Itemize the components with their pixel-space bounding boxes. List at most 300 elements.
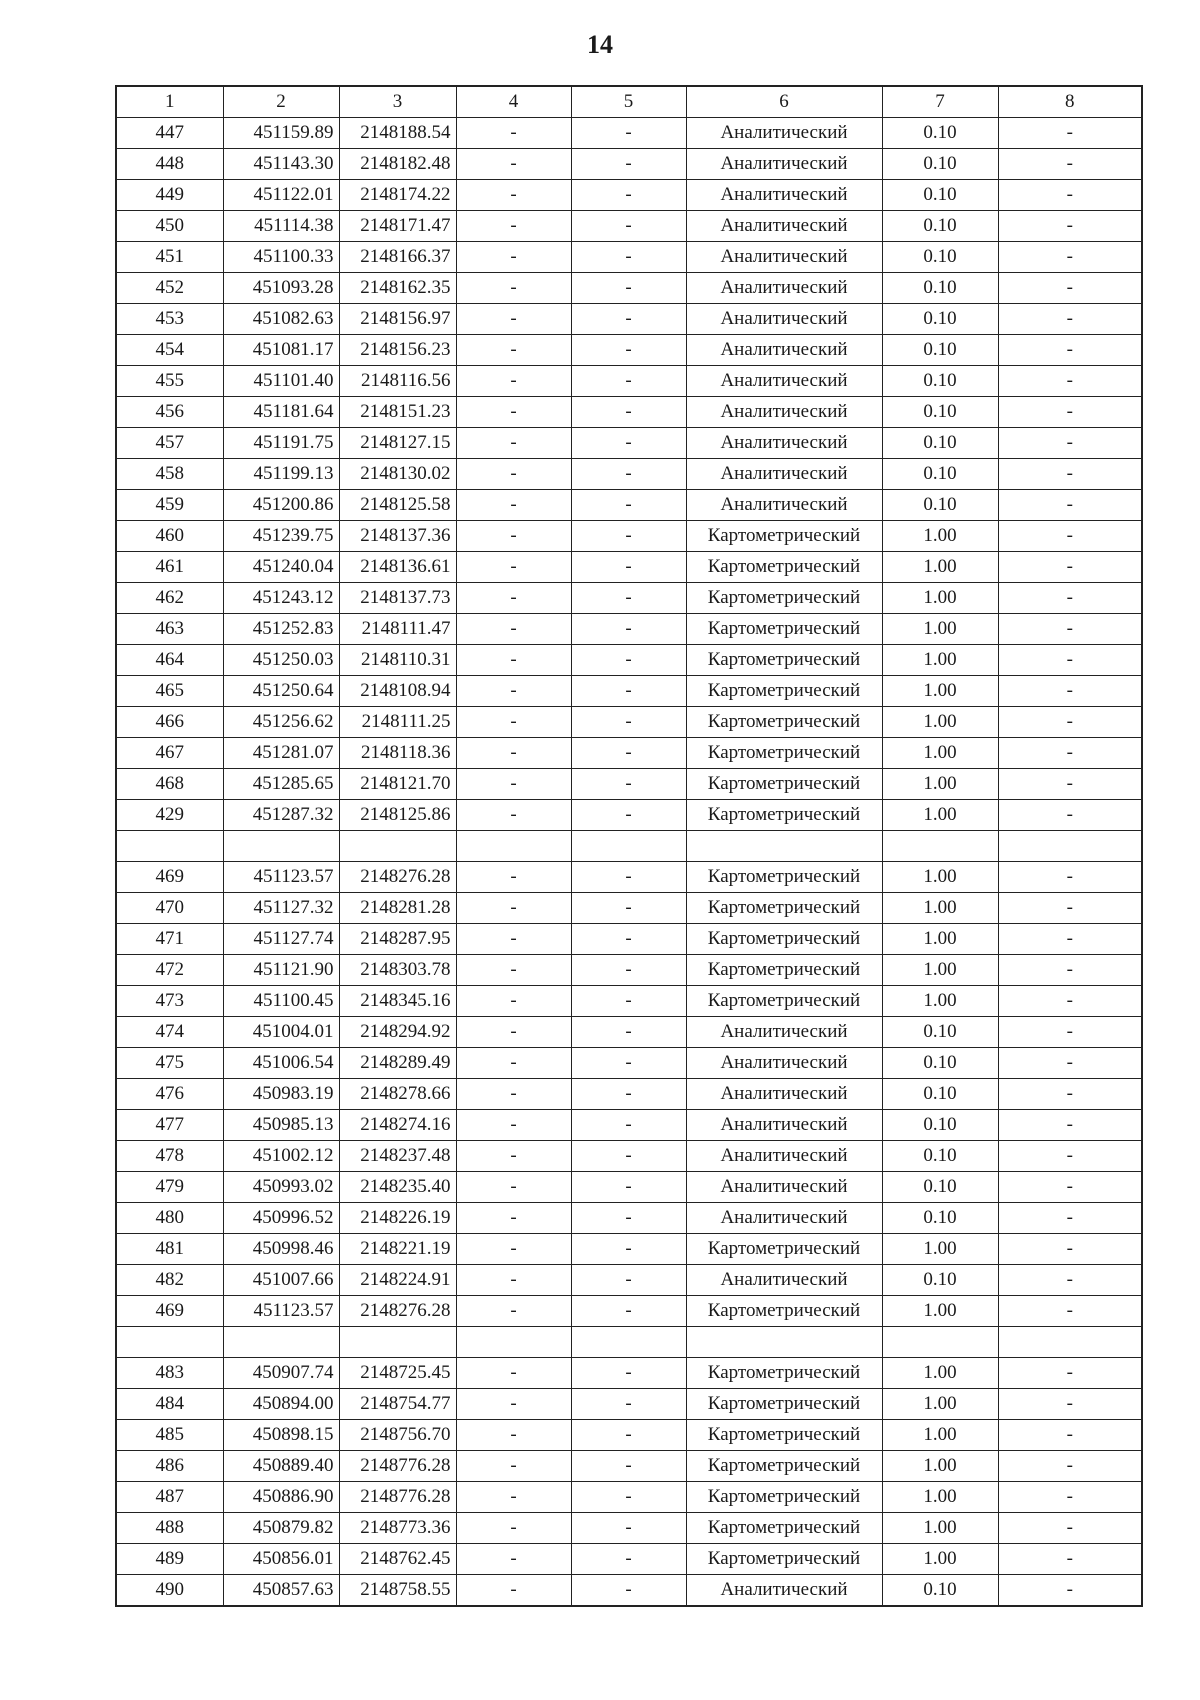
column-4-cell: - — [456, 1110, 571, 1141]
point-number-cell: 455 — [116, 366, 223, 397]
column-8-cell: - — [998, 645, 1142, 676]
table-row — [116, 614, 1142, 645]
column-5-cell: - — [571, 1234, 686, 1265]
table-body — [116, 118, 1142, 1607]
column-8-cell: - — [998, 1048, 1142, 1079]
point-number-cell: 429 — [116, 800, 223, 831]
y-coordinate-cell: 2148762.45 — [339, 1544, 456, 1575]
header-cell-4: 4 — [456, 86, 571, 118]
method-cell: Картометрический — [686, 893, 882, 924]
table-row — [116, 1048, 1142, 1079]
x-coordinate-cell: 451082.63 — [223, 304, 339, 335]
column-8-cell: - — [998, 304, 1142, 335]
column-5-cell: - — [571, 769, 686, 800]
point-number-cell: 465 — [116, 676, 223, 707]
point-number-cell: 489 — [116, 1544, 223, 1575]
column-8-cell: - — [998, 800, 1142, 831]
point-number-cell: 490 — [116, 1575, 223, 1607]
column-5-cell: - — [571, 893, 686, 924]
point-number-cell: 460 — [116, 521, 223, 552]
column-8-cell: - — [998, 180, 1142, 211]
column-4-cell — [456, 831, 571, 862]
point-number-cell: 459 — [116, 490, 223, 521]
column-5-cell: - — [571, 1048, 686, 1079]
point-number-cell: 466 — [116, 707, 223, 738]
x-coordinate-cell: 451007.66 — [223, 1265, 339, 1296]
column-4-cell: - — [456, 1513, 571, 1544]
point-number-cell: 470 — [116, 893, 223, 924]
column-5-cell: - — [571, 707, 686, 738]
column-5-cell: - — [571, 1575, 686, 1607]
method-cell: Картометрический — [686, 862, 882, 893]
y-coordinate-cell: 2148756.70 — [339, 1420, 456, 1451]
table-row — [116, 1110, 1142, 1141]
x-coordinate-cell: 450993.02 — [223, 1172, 339, 1203]
y-coordinate-cell: 2148725.45 — [339, 1358, 456, 1389]
point-number-cell: 453 — [116, 304, 223, 335]
accuracy-cell: 1.00 — [882, 552, 998, 583]
method-cell: Аналитический — [686, 242, 882, 273]
column-5-cell: - — [571, 1079, 686, 1110]
column-4-cell: - — [456, 1451, 571, 1482]
method-cell: Аналитический — [686, 397, 882, 428]
table-row — [116, 490, 1142, 521]
column-8-cell: - — [998, 1575, 1142, 1607]
table-row — [116, 118, 1142, 149]
point-number-cell: 456 — [116, 397, 223, 428]
column-4-cell: - — [456, 1172, 571, 1203]
column-4-cell: - — [456, 955, 571, 986]
y-coordinate-cell: 2148125.58 — [339, 490, 456, 521]
column-4-cell: - — [456, 862, 571, 893]
column-4-cell: - — [456, 459, 571, 490]
table-row — [116, 397, 1142, 428]
x-coordinate-cell: 450996.52 — [223, 1203, 339, 1234]
column-5-cell: - — [571, 738, 686, 769]
accuracy-cell: 0.10 — [882, 1110, 998, 1141]
column-4-cell — [456, 1327, 571, 1358]
column-8-cell: - — [998, 1141, 1142, 1172]
table-row — [116, 335, 1142, 366]
method-cell: Аналитический — [686, 366, 882, 397]
column-5-cell: - — [571, 1172, 686, 1203]
method-cell: Аналитический — [686, 1265, 882, 1296]
column-8-cell: - — [998, 1172, 1142, 1203]
column-5-cell: - — [571, 1110, 686, 1141]
method-cell: Картометрический — [686, 1296, 882, 1327]
accuracy-cell: 1.00 — [882, 583, 998, 614]
accuracy-cell: 1.00 — [882, 986, 998, 1017]
x-coordinate-cell: 450983.19 — [223, 1079, 339, 1110]
accuracy-cell: 1.00 — [882, 645, 998, 676]
y-coordinate-cell: 2148171.47 — [339, 211, 456, 242]
y-coordinate-cell: 2148276.28 — [339, 1296, 456, 1327]
column-5-cell: - — [571, 614, 686, 645]
column-5-cell: - — [571, 1296, 686, 1327]
column-4-cell: - — [456, 490, 571, 521]
table-row — [116, 645, 1142, 676]
method-cell: Аналитический — [686, 211, 882, 242]
point-number-cell: 451 — [116, 242, 223, 273]
accuracy-cell: 0.10 — [882, 273, 998, 304]
column-4-cell: - — [456, 893, 571, 924]
column-5-cell: - — [571, 118, 686, 149]
column-5-cell: - — [571, 366, 686, 397]
column-4-cell: - — [456, 1203, 571, 1234]
accuracy-cell: 1.00 — [882, 800, 998, 831]
y-coordinate-cell — [339, 1327, 456, 1358]
point-number-cell: 464 — [116, 645, 223, 676]
method-cell: Картометрический — [686, 1544, 882, 1575]
column-4-cell: - — [456, 986, 571, 1017]
accuracy-cell — [882, 831, 998, 862]
column-5-cell: - — [571, 955, 686, 986]
table-row — [116, 552, 1142, 583]
column-4-cell: - — [456, 769, 571, 800]
column-8-cell: - — [998, 118, 1142, 149]
x-coordinate-cell: 451256.62 — [223, 707, 339, 738]
accuracy-cell: 1.00 — [882, 769, 998, 800]
method-cell: Картометрический — [686, 614, 882, 645]
x-coordinate-cell: 450985.13 — [223, 1110, 339, 1141]
column-4-cell: - — [456, 304, 571, 335]
y-coordinate-cell: 2148127.15 — [339, 428, 456, 459]
accuracy-cell: 0.10 — [882, 490, 998, 521]
table-row — [116, 1172, 1142, 1203]
column-5-cell: - — [571, 490, 686, 521]
column-4-cell: - — [456, 1575, 571, 1607]
column-8-cell: - — [998, 1358, 1142, 1389]
accuracy-cell: 0.10 — [882, 1575, 998, 1607]
y-coordinate-cell: 2148137.73 — [339, 583, 456, 614]
x-coordinate-cell: 451122.01 — [223, 180, 339, 211]
y-coordinate-cell: 2148235.40 — [339, 1172, 456, 1203]
column-5-cell — [571, 831, 686, 862]
point-number-cell: 461 — [116, 552, 223, 583]
column-8-cell: - — [998, 459, 1142, 490]
column-5-cell: - — [571, 1017, 686, 1048]
method-cell: Аналитический — [686, 304, 882, 335]
column-8-cell: - — [998, 149, 1142, 180]
column-8-cell: - — [998, 1420, 1142, 1451]
table-row — [116, 273, 1142, 304]
point-number-cell: 477 — [116, 1110, 223, 1141]
method-cell: Картометрический — [686, 924, 882, 955]
column-8-cell: - — [998, 955, 1142, 986]
table-row — [116, 304, 1142, 335]
accuracy-cell: 1.00 — [882, 955, 998, 986]
column-4-cell: - — [456, 397, 571, 428]
accuracy-cell: 1.00 — [882, 1358, 998, 1389]
point-number-cell: 479 — [116, 1172, 223, 1203]
table-row — [116, 149, 1142, 180]
point-number-cell: 450 — [116, 211, 223, 242]
table-row — [116, 1575, 1142, 1607]
method-cell: Аналитический — [686, 118, 882, 149]
point-number-cell: 482 — [116, 1265, 223, 1296]
column-8-cell: - — [998, 1110, 1142, 1141]
column-4-cell: - — [456, 1544, 571, 1575]
accuracy-cell: 0.10 — [882, 1048, 998, 1079]
y-coordinate-cell: 2148137.36 — [339, 521, 456, 552]
table-row — [116, 986, 1142, 1017]
method-cell: Аналитический — [686, 1575, 882, 1607]
method-cell: Картометрический — [686, 1451, 882, 1482]
table-row — [116, 366, 1142, 397]
point-number-cell: 480 — [116, 1203, 223, 1234]
accuracy-cell: 0.10 — [882, 397, 998, 428]
method-cell: Аналитический — [686, 1048, 882, 1079]
y-coordinate-cell: 2148125.86 — [339, 800, 456, 831]
accuracy-cell: 0.10 — [882, 304, 998, 335]
point-number-cell: 481 — [116, 1234, 223, 1265]
column-5-cell: - — [571, 1451, 686, 1482]
table-separator-row — [116, 1327, 1142, 1358]
column-8-cell: - — [998, 242, 1142, 273]
column-4-cell: - — [456, 1389, 571, 1420]
method-cell: Картометрический — [686, 1389, 882, 1420]
x-coordinate-cell: 451181.64 — [223, 397, 339, 428]
accuracy-cell: 1.00 — [882, 707, 998, 738]
column-4-cell: - — [456, 1265, 571, 1296]
column-5-cell: - — [571, 1513, 686, 1544]
y-coordinate-cell: 2148136.61 — [339, 552, 456, 583]
column-5-cell: - — [571, 924, 686, 955]
column-8-cell: - — [998, 769, 1142, 800]
table-row — [116, 1296, 1142, 1327]
y-coordinate-cell: 2148345.16 — [339, 986, 456, 1017]
column-5-cell: - — [571, 211, 686, 242]
x-coordinate-cell: 451250.03 — [223, 645, 339, 676]
column-8-cell: - — [998, 1234, 1142, 1265]
column-4-cell: - — [456, 273, 571, 304]
y-coordinate-cell: 2148108.94 — [339, 676, 456, 707]
accuracy-cell: 1.00 — [882, 1234, 998, 1265]
table-row — [116, 800, 1142, 831]
table-row — [116, 583, 1142, 614]
column-8-cell: - — [998, 1079, 1142, 1110]
column-8-cell: - — [998, 862, 1142, 893]
accuracy-cell: 1.00 — [882, 1389, 998, 1420]
column-8-cell: - — [998, 1544, 1142, 1575]
x-coordinate-cell: 451159.89 — [223, 118, 339, 149]
column-4-cell: - — [456, 645, 571, 676]
accuracy-cell: 1.00 — [882, 862, 998, 893]
y-coordinate-cell: 2148156.23 — [339, 335, 456, 366]
header-cell-1: 1 — [116, 86, 223, 118]
header-cell-2: 2 — [223, 86, 339, 118]
accuracy-cell: 0.10 — [882, 180, 998, 211]
column-5-cell: - — [571, 521, 686, 552]
x-coordinate-cell: 451239.75 — [223, 521, 339, 552]
method-cell: Картометрический — [686, 676, 882, 707]
column-4-cell: - — [456, 1420, 571, 1451]
x-coordinate-cell: 451006.54 — [223, 1048, 339, 1079]
x-coordinate-cell: 450889.40 — [223, 1451, 339, 1482]
column-5-cell: - — [571, 397, 686, 428]
y-coordinate-cell: 2148773.36 — [339, 1513, 456, 1544]
column-8-cell: - — [998, 676, 1142, 707]
column-8-cell: - — [998, 707, 1142, 738]
method-cell: Картометрический — [686, 1513, 882, 1544]
accuracy-cell: 0.10 — [882, 242, 998, 273]
column-8-cell: - — [998, 335, 1142, 366]
method-cell: Аналитический — [686, 1017, 882, 1048]
y-coordinate-cell: 2148289.49 — [339, 1048, 456, 1079]
table-row — [116, 1265, 1142, 1296]
column-8-cell: - — [998, 490, 1142, 521]
method-cell: Картометрический — [686, 645, 882, 676]
table-row — [116, 1358, 1142, 1389]
method-cell: Картометрический — [686, 800, 882, 831]
column-8-cell: - — [998, 893, 1142, 924]
accuracy-cell: 1.00 — [882, 1296, 998, 1327]
x-coordinate-cell: 451243.12 — [223, 583, 339, 614]
point-number-cell: 488 — [116, 1513, 223, 1544]
column-8-cell: - — [998, 614, 1142, 645]
table-row — [116, 428, 1142, 459]
column-5-cell: - — [571, 1141, 686, 1172]
method-cell: Аналитический — [686, 428, 882, 459]
y-coordinate-cell: 2148116.56 — [339, 366, 456, 397]
column-8-cell: - — [998, 428, 1142, 459]
method-cell: Картометрический — [686, 583, 882, 614]
column-4-cell: - — [456, 1141, 571, 1172]
table-row — [116, 893, 1142, 924]
point-number-cell — [116, 831, 223, 862]
column-4-cell: - — [456, 1482, 571, 1513]
y-coordinate-cell: 2148162.35 — [339, 273, 456, 304]
table-row — [116, 1513, 1142, 1544]
x-coordinate-cell: 451127.32 — [223, 893, 339, 924]
header-cell-7: 7 — [882, 86, 998, 118]
x-coordinate-cell: 451250.64 — [223, 676, 339, 707]
table-row — [116, 459, 1142, 490]
method-cell — [686, 1327, 882, 1358]
column-4-cell: - — [456, 180, 571, 211]
column-4-cell: - — [456, 614, 571, 645]
method-cell: Картометрический — [686, 552, 882, 583]
table-row — [116, 924, 1142, 955]
x-coordinate-cell: 451127.74 — [223, 924, 339, 955]
y-coordinate-cell: 2148758.55 — [339, 1575, 456, 1607]
column-5-cell: - — [571, 986, 686, 1017]
column-8-cell: - — [998, 552, 1142, 583]
column-5-cell: - — [571, 149, 686, 180]
accuracy-cell: 0.10 — [882, 211, 998, 242]
method-cell: Аналитический — [686, 1079, 882, 1110]
column-5-cell: - — [571, 645, 686, 676]
column-4-cell: - — [456, 242, 571, 273]
y-coordinate-cell: 2148278.66 — [339, 1079, 456, 1110]
y-coordinate-cell: 2148281.28 — [339, 893, 456, 924]
accuracy-cell — [882, 1327, 998, 1358]
point-number-cell: 472 — [116, 955, 223, 986]
accuracy-cell: 0.10 — [882, 1203, 998, 1234]
point-number-cell: 473 — [116, 986, 223, 1017]
y-coordinate-cell — [339, 831, 456, 862]
accuracy-cell: 0.10 — [882, 1172, 998, 1203]
column-8-cell: - — [998, 924, 1142, 955]
y-coordinate-cell: 2148221.19 — [339, 1234, 456, 1265]
accuracy-cell: 1.00 — [882, 1544, 998, 1575]
accuracy-cell: 0.10 — [882, 1017, 998, 1048]
column-5-cell: - — [571, 1544, 686, 1575]
x-coordinate-cell: 451281.07 — [223, 738, 339, 769]
accuracy-cell: 1.00 — [882, 521, 998, 552]
point-number-cell: 475 — [116, 1048, 223, 1079]
point-number-cell: 447 — [116, 118, 223, 149]
point-number-cell: 462 — [116, 583, 223, 614]
column-4-cell: - — [456, 1296, 571, 1327]
table-row — [116, 955, 1142, 986]
method-cell: Аналитический — [686, 149, 882, 180]
column-5-cell: - — [571, 242, 686, 273]
column-4-cell: - — [456, 1079, 571, 1110]
point-number-cell: 449 — [116, 180, 223, 211]
x-coordinate-cell — [223, 831, 339, 862]
column-5-cell: - — [571, 676, 686, 707]
column-5-cell: - — [571, 1389, 686, 1420]
x-coordinate-cell: 451121.90 — [223, 955, 339, 986]
column-5-cell: - — [571, 552, 686, 583]
column-4-cell: - — [456, 1358, 571, 1389]
x-coordinate-cell: 450857.63 — [223, 1575, 339, 1607]
column-4-cell: - — [456, 149, 571, 180]
table-row — [116, 1234, 1142, 1265]
method-cell: Аналитический — [686, 1141, 882, 1172]
accuracy-cell: 1.00 — [882, 738, 998, 769]
column-8-cell: - — [998, 986, 1142, 1017]
y-coordinate-cell: 2148118.36 — [339, 738, 456, 769]
method-cell: Аналитический — [686, 490, 882, 521]
column-8-cell — [998, 1327, 1142, 1358]
x-coordinate-cell: 451100.45 — [223, 986, 339, 1017]
accuracy-cell: 0.10 — [882, 1079, 998, 1110]
point-number-cell: 468 — [116, 769, 223, 800]
point-number-cell: 487 — [116, 1482, 223, 1513]
column-8-cell: - — [998, 738, 1142, 769]
column-4-cell: - — [456, 800, 571, 831]
point-number-cell: 485 — [116, 1420, 223, 1451]
column-4-cell: - — [456, 552, 571, 583]
y-coordinate-cell: 2148151.23 — [339, 397, 456, 428]
x-coordinate-cell: 450898.15 — [223, 1420, 339, 1451]
method-cell: Картометрический — [686, 1482, 882, 1513]
column-4-cell: - — [456, 676, 571, 707]
column-8-cell: - — [998, 397, 1142, 428]
accuracy-cell: 1.00 — [882, 614, 998, 645]
column-4-cell: - — [456, 428, 571, 459]
x-coordinate-cell: 450856.01 — [223, 1544, 339, 1575]
method-cell: Аналитический — [686, 1203, 882, 1234]
column-5-cell: - — [571, 1203, 686, 1234]
point-number-cell: 467 — [116, 738, 223, 769]
column-8-cell: - — [998, 1265, 1142, 1296]
table-row — [116, 211, 1142, 242]
accuracy-cell: 0.10 — [882, 459, 998, 490]
accuracy-cell: 1.00 — [882, 1420, 998, 1451]
table-row — [116, 862, 1142, 893]
column-8-cell: - — [998, 521, 1142, 552]
point-number-cell: 471 — [116, 924, 223, 955]
x-coordinate-cell: 451123.57 — [223, 1296, 339, 1327]
page-number: 14 — [587, 30, 613, 59]
x-coordinate-cell: 451199.13 — [223, 459, 339, 490]
column-4-cell: - — [456, 707, 571, 738]
column-5-cell: - — [571, 180, 686, 211]
column-5-cell: - — [571, 428, 686, 459]
